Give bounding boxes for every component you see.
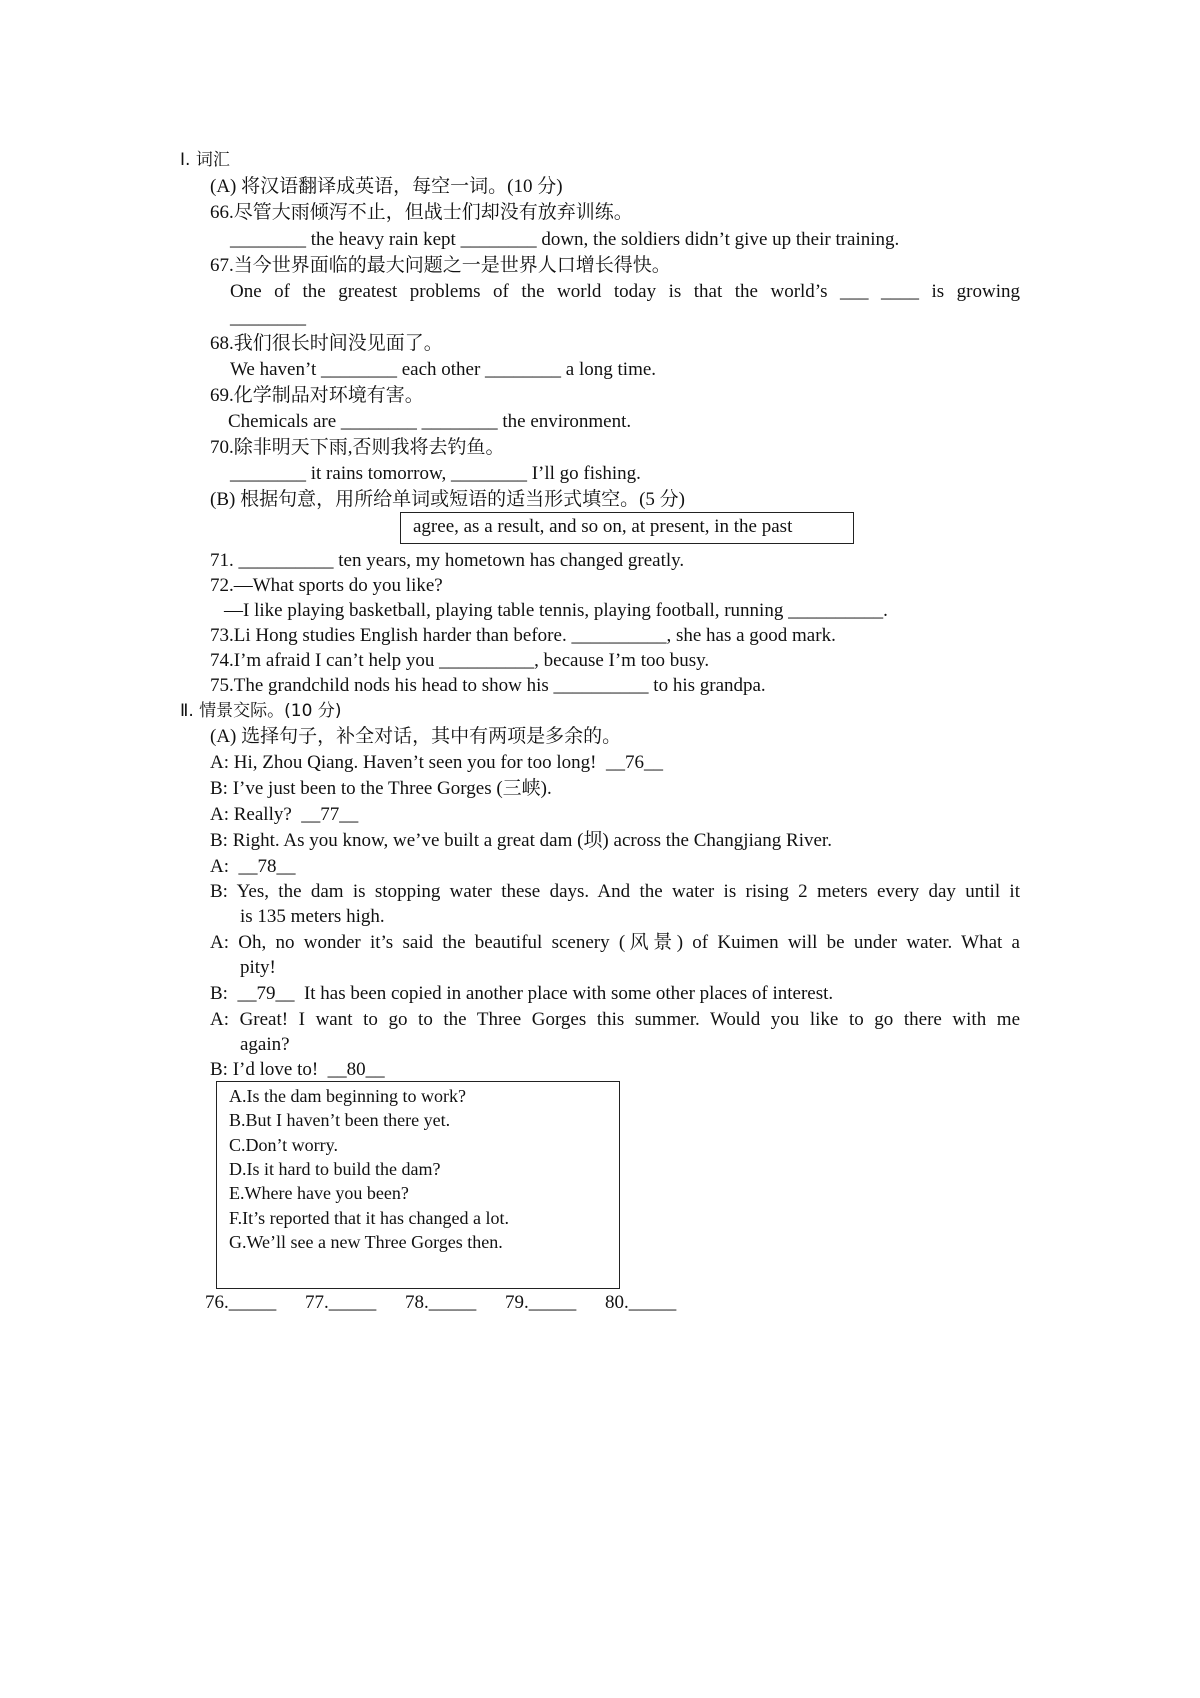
dialogue-line-10: B: I’d love to! __80__ — [210, 1059, 385, 1080]
question-74: 74.I’m afraid I can’t help you __________, because I’m too busy. — [210, 650, 710, 671]
dialogue-line-4: B: Right. As you know, we’ve built a great dam (坝) across the Changjiang River. — [210, 830, 832, 851]
section-2-part-a-instruction: (A) 选择句子，补全对话，其中有两项是多余的。 — [210, 726, 622, 747]
option-c: C.Don’t worry. — [229, 1135, 338, 1155]
question-72: 72.—What sports do you like? — [210, 575, 443, 596]
answer-blank-76: 76._____ — [205, 1292, 277, 1313]
dialogue-line-1: A: Hi, Zhou Qiang. Haven’t seen you for too long! __76__ — [210, 752, 663, 773]
question-66-chinese: 66.尽管大雨倾泻不止，但战士们却没有放弃训练。 — [210, 202, 633, 223]
question-70-chinese: 70.除非明天下雨,否则我将去钓鱼。 — [210, 437, 505, 458]
part-a-instruction: (A) 将汉语翻译成英语，每空一词。(10 分) — [210, 176, 563, 197]
option-d: D.Is it hard to build the dam? — [229, 1159, 441, 1179]
question-66-english: ________ the heavy rain kept ________ down, the soldiers didn’t give up their training. — [230, 229, 900, 250]
options-box — [216, 1081, 620, 1289]
question-67-english-cont: ________ — [230, 307, 306, 328]
answer-blank-80: 80._____ — [605, 1292, 677, 1313]
dialogue-line-3: A: Really? __77__ — [210, 804, 359, 825]
option-b: B.But I haven’t been there yet. — [229, 1110, 451, 1130]
part-b-instruction: (B) 根据句意，用所给单词或短语的适当形式填空。(5 分) — [210, 489, 685, 510]
question-70-english: ________ it rains tomorrow, ________ I’ll go fishing. — [230, 463, 641, 484]
question-68-english: We haven’t ________ each other ________ a long time. — [230, 359, 657, 380]
question-67-english: One of the greatest problems of the world today is that the world’s ___ ____ is growing — [230, 281, 1020, 302]
option-a: A.Is the dam beginning to work? — [229, 1086, 466, 1106]
question-68-chinese: 68.我们很长时间没见面了。 — [210, 333, 443, 354]
dialogue-line-6-cont: is 135 meters high. — [240, 906, 385, 927]
dialogue-line-7: A: Oh, no wonder it’s said the beautiful scenery (风景) of Kuimen will be under water. What a — [210, 932, 1020, 953]
word-bank-text: agree, as a result, and so on, at present, in the past — [413, 516, 793, 537]
question-71: 71. __________ ten years, my hometown has changed greatly. — [210, 550, 685, 571]
answer-blank-79: 79._____ — [505, 1292, 577, 1313]
dialogue-line-7-cont: pity! — [240, 957, 276, 978]
question-69-english: Chemicals are ________ ________ the environment. — [228, 411, 632, 432]
question-73: 73.Li Hong studies English harder than before. __________, she has a good mark. — [210, 625, 836, 646]
answer-blank-78: 78._____ — [405, 1292, 477, 1313]
dialogue-line-9-cont: again? — [240, 1034, 290, 1055]
dialogue-line-6: B: Yes, the dam is stopping water these days. And the water is rising 2 meters every day until it — [210, 881, 1020, 902]
section-2-title: Ⅱ. 情景交际。(10 分) — [180, 701, 342, 721]
question-75: 75.The grandchild nods his head to show his __________ to his grandpa. — [210, 675, 766, 696]
question-69-chinese: 69.化学制品对环境有害。 — [210, 385, 424, 406]
dialogue-line-5: A: __78__ — [210, 856, 296, 877]
option-e: E.Where have you been? — [229, 1183, 409, 1203]
option-f: F.It’s reported that it has changed a lot. — [229, 1208, 509, 1228]
dialogue-line-2: B: I’ve just been to the Three Gorges (三峡). — [210, 778, 552, 799]
word-bank-box — [400, 512, 854, 544]
question-72-answer-line: —I like playing basketball, playing table tennis, playing football, running __________. — [224, 600, 888, 621]
dialogue-line-8: B: __79__ It has been copied in another place with some other places of interest. — [210, 983, 834, 1004]
answer-blank-77: 77._____ — [305, 1292, 377, 1313]
section-1-title: Ⅰ. 词汇 — [180, 150, 230, 170]
dialogue-line-9: A: Great! I want to go to the Three Gorges this summer. Would you like to go there with me — [210, 1009, 1020, 1030]
question-67-chinese: 67.当今世界面临的最大问题之一是世界人口增长得快。 — [210, 255, 671, 276]
option-g: G.We’ll see a new Three Gorges then. — [229, 1232, 503, 1252]
